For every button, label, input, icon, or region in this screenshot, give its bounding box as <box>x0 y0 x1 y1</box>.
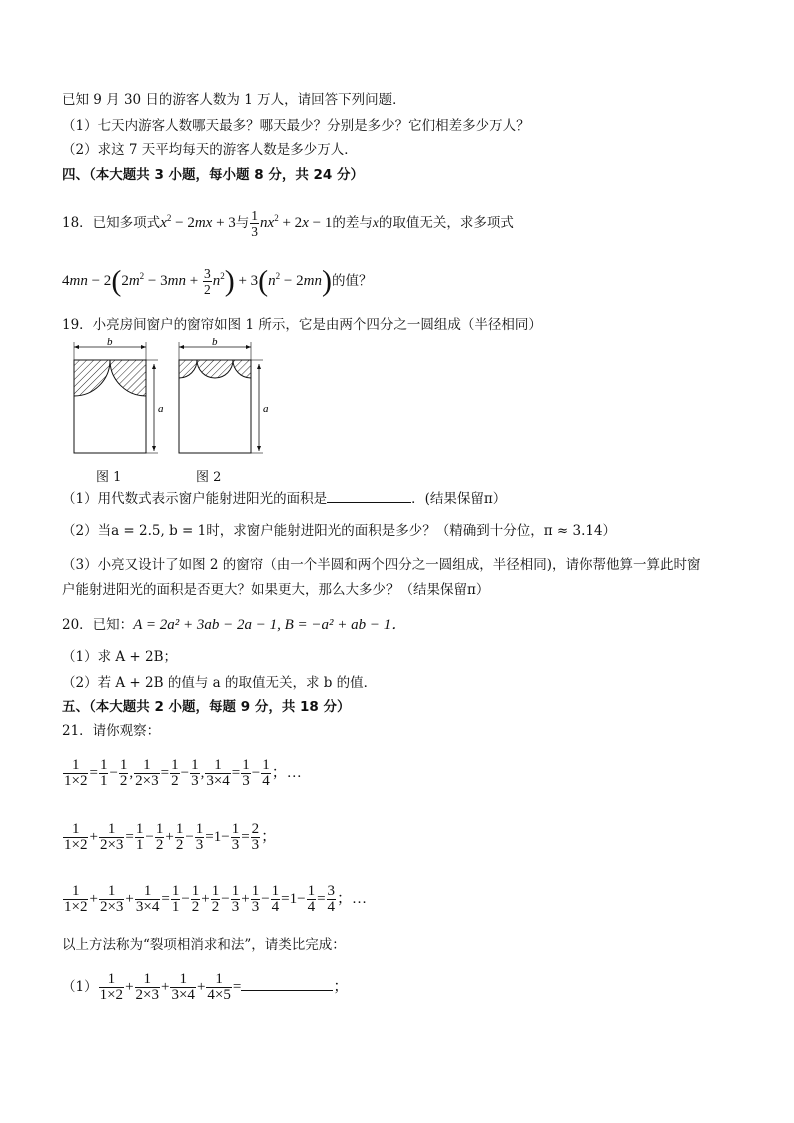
fig2-label-b: b <box>212 338 218 348</box>
q19-part1-tail: ．(结果保留π） <box>411 491 507 507</box>
fig1-label-a: a <box>158 403 164 415</box>
fig2-label-a: a <box>263 403 269 415</box>
q19-part3-line2: 户能射进阳光的面积是否更大？如果更大，那么大多少？（结果保留π） <box>62 582 490 598</box>
q21-text: 21．请你观察： <box>62 723 161 739</box>
section-5-heading: 五、（本大题共 2 小题，每题 9 分，共 18 分） <box>62 699 351 715</box>
q18-tail2: 的取值无关，求多项式 <box>378 215 514 231</box>
q20-part1: （1）求 A + 2B； <box>62 649 178 665</box>
telescoping-row-3: $\frac{1}{1\times 2}$ + $\frac{1}{2\times 3}$ + $\frac{1}{3\times 4}$ = $\frac{1}{1}$ − $\frac{1}{2}$ + $\frac{1}{2}$ − $\frac{1}{3}$ + $\frac{1}{3}$ − $\frac{1}{4}$ =1− $\frac{1}{4}$ = $\frac{3}{4}$ ；… <box>64 883 368 916</box>
var-x: x <box>372 215 379 230</box>
q17-part2: （2）求这 7 天平均每天的游客人数是多少万人． <box>62 142 358 158</box>
figure-2 <box>172 338 277 458</box>
poly-1: $x^2 - 2mx + 3$ <box>160 213 236 231</box>
answer-blank-21 <box>241 978 333 991</box>
q19-part3-line1: （3）小亮又设计了如图 2 的窗帘（由一个半圆和两个四分之一圆组成，半径相同)，请你帮他算一算此时窗 <box>62 557 701 573</box>
semicolon-1: ； <box>261 829 277 845</box>
section-4-heading: 四、（本大题共 3 小题，每小题 8 分，共 24 分） <box>62 167 365 183</box>
q17-part1: （1）七天内游客人数哪天最多？哪天最少？分别是多少？它们相差多少万人？ <box>62 118 530 134</box>
q19-part1-text: （1）用代数式表示窗户能射进阳光的面积是 <box>62 491 328 507</box>
q18-tail: 的差与 <box>332 215 373 231</box>
intro-text: 已知 9 月 30 日的游客人数为 1 万人，请回答下列问题． <box>62 92 406 108</box>
q20-text <box>62 616 406 634</box>
q18-line2: $4mn - 2(2m^2 - 3mn$ + $\frac{3}{2}$ $n^2) + 3(n^2 - 2mn)$的值？ <box>62 264 373 298</box>
q20-label: 20．已知： <box>62 617 134 633</box>
ellipsis-1: ；… <box>271 765 302 781</box>
q21-part1-label: （1） <box>62 979 98 995</box>
q18-and: 与 <box>235 215 250 231</box>
figure-2-caption: 图 2 <box>196 470 222 485</box>
figure-1 <box>66 338 171 458</box>
q21-part1: （1） $\frac{1}{1\times 2}$ + $\frac{1}{2\times 3}$ + $\frac{1}{3\times 4}$ + $\frac{1}{4\times 5}$ = ； <box>62 971 349 1004</box>
ellipsis-2: ；… <box>337 891 368 907</box>
figure-1-caption: 图 1 <box>96 470 122 485</box>
answer-blank <box>327 490 411 503</box>
three-halves: $\frac{3}{2}$ <box>203 266 211 297</box>
q19-text: 19．小亮房间窗户的窗帘如图 1 所示，它是由两个四分之一圆组成（半径相同） <box>62 317 542 333</box>
q18-line1 <box>62 202 514 239</box>
poly-3: 4mn − 2 <box>62 273 112 289</box>
telescoping-row-1: $\frac{1}{1\times 2}$ = $\frac{1}{1}$ − $\frac{1}{2}$ , $\frac{1}{2\times 3}$ = $\frac{1}{2}$ − $\frac{1}{3}$ , $\frac{1}{3\times 4}$ = $\frac{1}{3}$ − $\frac{1}{4}$ ；… <box>64 757 302 790</box>
semicolon-2: ； <box>333 979 349 995</box>
q18-value: 的值？ <box>331 273 373 289</box>
q18-number: 18．已知多项式 <box>62 215 161 231</box>
telescoping-row-2: $\frac{1}{1\times 2}$ + $\frac{1}{2\times 3}$ = $\frac{1}{1}$ − $\frac{1}{2}$ + $\frac{1}{2}$ − $\frac{1}{3}$ =1− $\frac{1}{3}$ = $\frac{2}{3}$ ； <box>64 821 277 854</box>
q20-part2: （2）若 A + 2B 的值与 a 的取值无关，求 b 的值． <box>62 675 378 691</box>
fig1-label-b: b <box>107 338 113 348</box>
q20-expression: A = 2a² + 3ab − 2a − 1, B = −a² + ab − 1． <box>133 617 407 633</box>
poly-2: $nx^2 + 2x - 1$ <box>260 213 333 231</box>
q19-part1 <box>62 490 506 508</box>
q21-method: 以上方法称为“裂项相消求和法”，请类比完成： <box>62 937 346 953</box>
one-third: $\frac{1}{3}$ <box>251 208 259 239</box>
q19-part2: （2）当a = 2.5, b = 1时，求窗户能射进阳光的面积是多少？（精确到十分位，π ≈ 3.14） <box>62 523 617 539</box>
